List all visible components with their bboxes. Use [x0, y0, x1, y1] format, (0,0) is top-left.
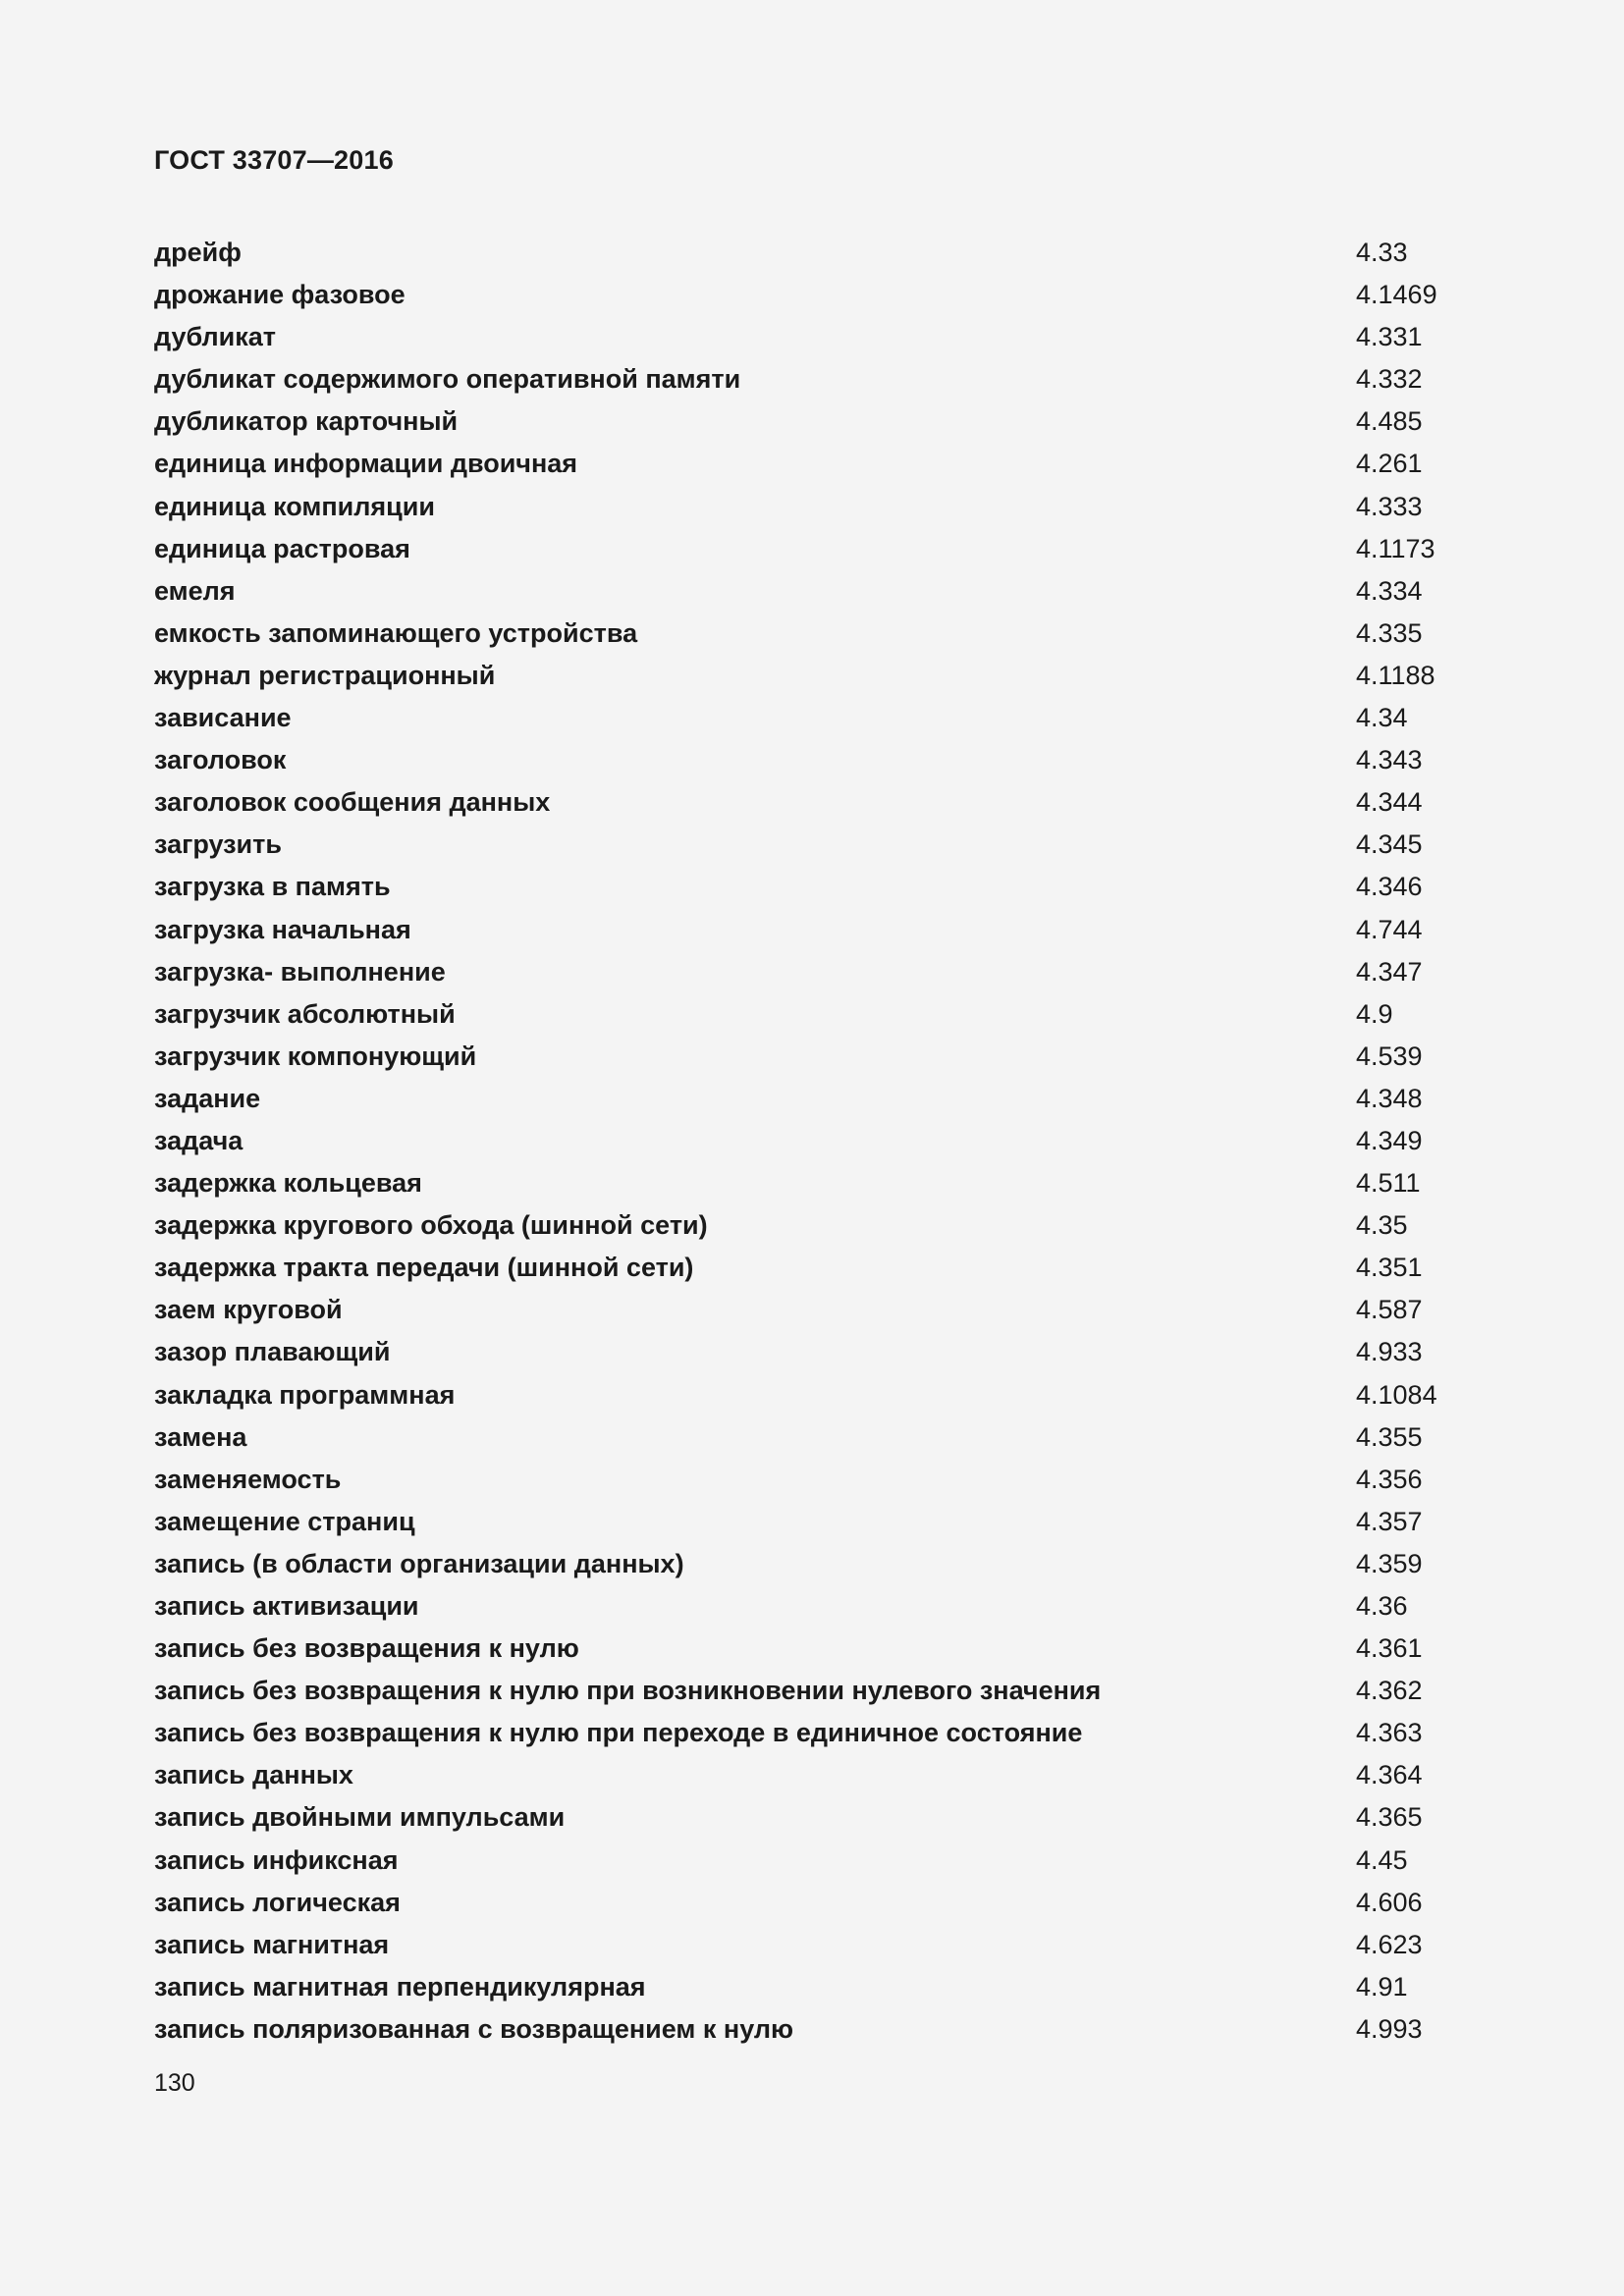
index-term: замещение страниц [154, 1506, 415, 1536]
index-term: запись активизации [154, 1591, 419, 1621]
index-entry [154, 697, 1470, 739]
index-term: дубликат [154, 322, 276, 352]
index-term: дрожание фазовое [154, 280, 406, 310]
index-entry [154, 909, 1470, 951]
index-reference: 4.261 [1356, 449, 1423, 479]
index-entry [154, 866, 1470, 908]
index-entry [154, 993, 1470, 1036]
index-term: закладка программная [154, 1379, 456, 1410]
index-reference: 4.346 [1356, 872, 1423, 902]
page-number: 130 [154, 2069, 195, 2097]
index-term: дрейф [154, 238, 242, 267]
index-reference: 4.355 [1356, 1421, 1423, 1452]
index-reference: 4.511 [1356, 1168, 1421, 1199]
document-header: ГОСТ 33707—2016 [154, 145, 394, 175]
index-term: заменяемость [154, 1464, 342, 1494]
index-term: задержка тракта передачи (шинной сети) [154, 1253, 694, 1283]
index-entry [154, 655, 1470, 697]
index-reference: 4.1469 [1356, 280, 1437, 310]
index-reference: 4.347 [1356, 956, 1423, 987]
index-reference: 4.9 [1356, 998, 1393, 1029]
index-term: журнал регистрационный [154, 660, 496, 690]
index-term: емеля [154, 575, 236, 606]
index-entry [154, 1416, 1470, 1459]
index-entry [154, 358, 1470, 400]
index-reference: 4.349 [1356, 1125, 1423, 1155]
index-entry [154, 528, 1470, 570]
index-reference: 4.485 [1356, 406, 1423, 437]
index-reference: 4.933 [1356, 1337, 1423, 1367]
index-reference: 4.587 [1356, 1295, 1423, 1325]
index-entry [154, 613, 1470, 655]
index-entry [154, 2008, 1470, 2051]
index-entry [154, 1078, 1470, 1120]
index-reference: 4.344 [1356, 787, 1423, 818]
index-reference: 4.623 [1356, 1929, 1423, 1959]
index-entry [154, 1247, 1470, 1289]
index-entry [154, 1036, 1470, 1078]
index-term: заем круговой [154, 1295, 343, 1325]
index-reference: 4.362 [1356, 1676, 1423, 1706]
index-entry [154, 443, 1470, 485]
index-term: задержка кругового обхода (шинной сети) [154, 1210, 708, 1241]
index-entry [154, 1670, 1470, 1712]
index-entry [154, 781, 1470, 824]
index-reference: 4.1188 [1356, 660, 1435, 690]
index-entry [154, 1585, 1470, 1628]
index-reference: 4.359 [1356, 1548, 1423, 1578]
index-entry [154, 1754, 1470, 1796]
index-term: запись двойными импульсами [154, 1802, 566, 1833]
index-reference: 4.331 [1356, 322, 1423, 352]
index-term: загрузка начальная [154, 914, 411, 944]
index-term: зазор плавающий [154, 1337, 391, 1367]
index-reference: 4.333 [1356, 491, 1423, 521]
index-entry [154, 1796, 1470, 1839]
index-term: зависание [154, 703, 292, 733]
index-entry [154, 316, 1470, 358]
index-entry [154, 824, 1470, 866]
index-term: задержка кольцевая [154, 1168, 422, 1199]
index-term: замена [154, 1421, 247, 1452]
index-reference: 4.356 [1356, 1464, 1423, 1494]
index-entry [154, 739, 1470, 781]
index-reference: 4.334 [1356, 575, 1423, 606]
index-reference: 4.606 [1356, 1887, 1423, 1917]
index-term: загрузить [154, 829, 282, 860]
index-entry [154, 232, 1470, 274]
index-entry [154, 951, 1470, 993]
index-reference: 4.348 [1356, 1083, 1423, 1113]
index-entry [154, 570, 1470, 613]
index-term: запись без возвращения к нулю при переходе в единичное состояние [154, 1718, 1083, 1748]
index-entry [154, 400, 1470, 443]
index-term: загрузчик абсолютный [154, 998, 456, 1029]
index-entry [154, 486, 1470, 528]
index-reference: 4.335 [1356, 617, 1423, 648]
index-reference: 4.345 [1356, 829, 1423, 860]
index-entry [154, 1501, 1470, 1543]
index-reference: 4.351 [1356, 1253, 1423, 1283]
index-entry [154, 1374, 1470, 1416]
index-reference: 4.91 [1356, 1971, 1408, 2002]
index-entry [154, 1331, 1470, 1373]
index-term: запись без возвращения к нулю при возникновении нулевого значения [154, 1676, 1102, 1706]
index-term: заголовок сообщения данных [154, 787, 551, 818]
index-term: дубликат содержимого оперативной памяти [154, 364, 741, 395]
index-entry [154, 1712, 1470, 1754]
index-term: запись логическая [154, 1887, 401, 1917]
index-reference: 4.1173 [1356, 533, 1435, 563]
index-reference: 4.539 [1356, 1041, 1423, 1071]
index-reference: 4.343 [1356, 745, 1423, 775]
index-term: запись инфиксная [154, 1844, 399, 1875]
index-reference: 4.33 [1356, 238, 1408, 267]
index-entry [154, 274, 1470, 316]
index-term: единица информации двоичная [154, 449, 578, 479]
index-reference: 4.993 [1356, 2013, 1423, 2044]
index-reference: 4.34 [1356, 703, 1408, 733]
index-entry [154, 1924, 1470, 1966]
index-term: емкость запоминающего устройства [154, 617, 638, 648]
index-reference: 4.744 [1356, 914, 1423, 944]
index-term: единица растровая [154, 533, 410, 563]
index-term: загрузка- выполнение [154, 956, 446, 987]
index-reference: 4.36 [1356, 1591, 1408, 1621]
index-entry [154, 1628, 1470, 1670]
index-entry [154, 1966, 1470, 2008]
index-term: запись магнитная перпендикулярная [154, 1971, 646, 2002]
index-term: задание [154, 1083, 261, 1113]
index-term: запись (в области организации данных) [154, 1548, 684, 1578]
index-entry [154, 1459, 1470, 1501]
index-reference: 4.332 [1356, 364, 1423, 395]
index-term: задача [154, 1125, 244, 1155]
index-entry [154, 1289, 1470, 1331]
index-entry [154, 1882, 1470, 1924]
index-reference: 4.361 [1356, 1633, 1423, 1664]
index-term: запись данных [154, 1760, 353, 1790]
index-entry [154, 1543, 1470, 1585]
index-reference: 4.364 [1356, 1760, 1423, 1790]
index-reference: 4.365 [1356, 1802, 1423, 1833]
index-term: запись без возвращения к нулю [154, 1633, 579, 1664]
index-entry [154, 1162, 1470, 1204]
term-index-list [154, 232, 1470, 2051]
index-term: загрузчик компонующий [154, 1041, 477, 1071]
index-entry [154, 1204, 1470, 1247]
index-term: заголовок [154, 745, 287, 775]
index-reference: 4.45 [1356, 1844, 1408, 1875]
index-reference: 4.357 [1356, 1506, 1423, 1536]
index-reference: 4.35 [1356, 1210, 1408, 1241]
index-term: запись магнитная [154, 1929, 390, 1959]
index-term: единица компиляции [154, 491, 435, 521]
index-reference: 4.1084 [1356, 1379, 1437, 1410]
index-term: запись поляризованная с возвращением к нулю [154, 2013, 794, 2044]
index-term: дубликатор карточный [154, 406, 459, 437]
index-entry [154, 1120, 1470, 1162]
index-entry [154, 1840, 1470, 1882]
index-term: загрузка в память [154, 872, 391, 902]
index-reference: 4.363 [1356, 1718, 1423, 1748]
